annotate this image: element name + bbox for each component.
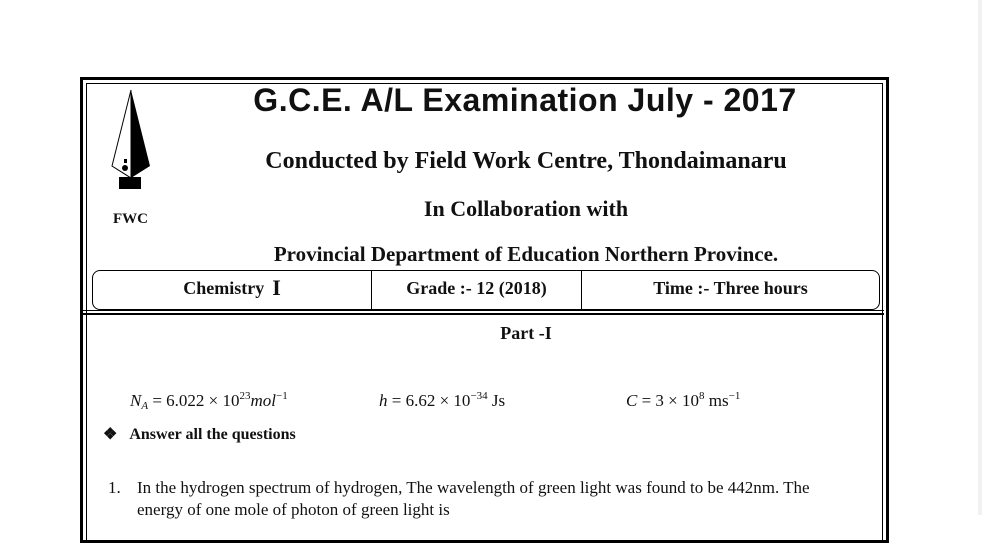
instruction-text: Answer all the questions bbox=[129, 426, 296, 443]
subject: Chemistry bbox=[183, 277, 265, 298]
part-heading: Part -I bbox=[500, 323, 552, 343]
unit: Js bbox=[487, 391, 506, 410]
bullet-icon: ❖ bbox=[103, 426, 118, 443]
logo-label: FWC bbox=[113, 211, 148, 227]
value: = 6.62 × 10 bbox=[387, 391, 471, 410]
header-divider-2 bbox=[83, 313, 884, 315]
conducted-by: Conducted by Field Work Centre, Thondaimanaru bbox=[265, 148, 787, 174]
symbol: N bbox=[130, 391, 142, 410]
subscript: A bbox=[141, 400, 149, 412]
question-number: 1. bbox=[108, 478, 121, 497]
time-cell bbox=[582, 271, 879, 309]
grade-cell bbox=[372, 271, 582, 309]
paper-number: I bbox=[272, 275, 281, 300]
question-text-line2: energy of one mole of photon of green light is bbox=[137, 500, 450, 519]
question-text-line1: In the hydrogen spectrum of hydrogen, The wavelength of green light was found to be 442nm. The bbox=[137, 478, 810, 497]
collaboration-text: In Collaboration with bbox=[423, 196, 629, 221]
symbol: h bbox=[379, 391, 388, 410]
subject-cell bbox=[93, 271, 372, 309]
header-divider bbox=[83, 310, 884, 311]
time: Time :- Three hours bbox=[653, 277, 808, 298]
exam-info-table bbox=[92, 270, 880, 310]
symbol: C bbox=[626, 391, 638, 410]
unit-exponent: −1 bbox=[276, 390, 288, 402]
exam-title: G.C.E. A/L Examination July - 2017 bbox=[253, 82, 797, 118]
constant-light-speed bbox=[626, 391, 740, 411]
department: Provincial Department of Education Northern Province. bbox=[273, 242, 779, 266]
constant-planck bbox=[379, 391, 505, 411]
unit-exponent: −1 bbox=[728, 390, 741, 402]
unit: mol bbox=[250, 391, 277, 410]
exponent: −34 bbox=[470, 390, 488, 402]
grade: Grade :- 12 (2018) bbox=[406, 277, 547, 298]
question-1 bbox=[108, 478, 810, 519]
exponent: 23 bbox=[239, 390, 251, 402]
value: = 6.022 × 10 bbox=[148, 391, 240, 410]
constant-avogadro bbox=[130, 391, 288, 411]
unit: ms bbox=[704, 391, 729, 410]
value: = 3 × 10 bbox=[637, 391, 700, 410]
exponent: 8 bbox=[699, 390, 705, 402]
instruction bbox=[103, 424, 296, 444]
